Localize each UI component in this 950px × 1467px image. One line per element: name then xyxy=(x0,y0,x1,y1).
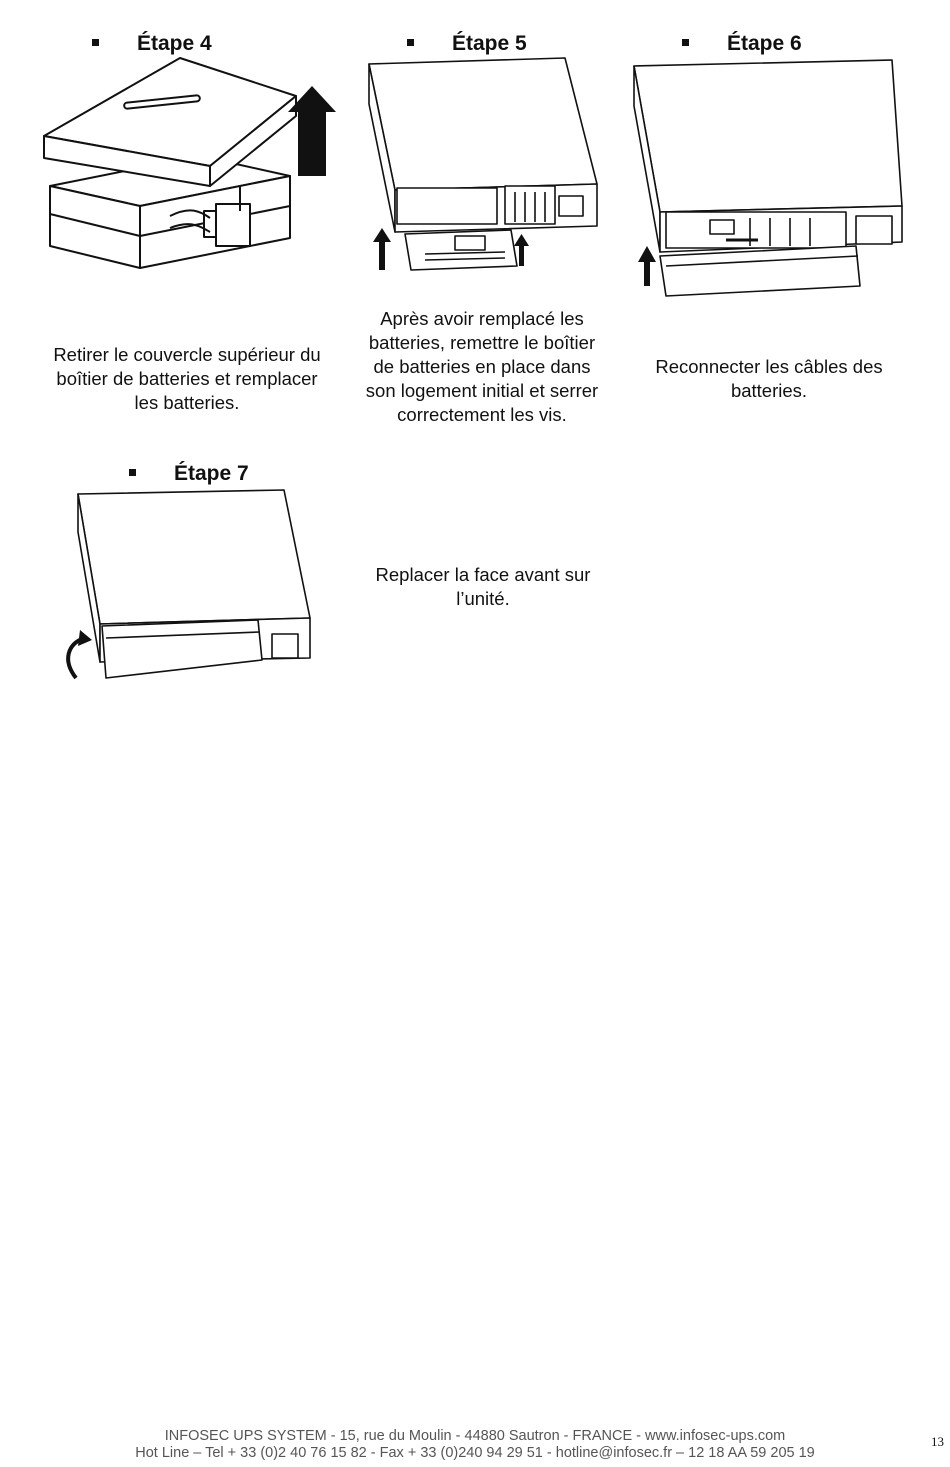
step-7-title: Étape 7 xyxy=(129,462,249,486)
step-6-title: Étape 6 xyxy=(682,32,802,56)
battery-drawer-insert-illustration xyxy=(365,56,605,276)
bullet-icon xyxy=(407,39,414,46)
bullet-icon xyxy=(682,39,689,46)
step-4-title: Étape 4 xyxy=(92,32,212,56)
bullet-icon xyxy=(129,469,136,476)
front-panel-replace-illustration xyxy=(58,488,316,688)
footer-address: INFOSEC UPS SYSTEM - 15, rue du Moulin - 44880 Sautron - FRANCE - www.infosec-ups.com xyxy=(164,1428,786,1444)
step-5-title: Étape 5 xyxy=(407,32,527,56)
battery-cable-reconnect-illustration xyxy=(630,56,910,301)
step-5-description: Après avoir remplacé les batteries, remettre le boîtier de batteries en place dans son logement initial et serrer correctement les vis. xyxy=(365,308,599,425)
step-6-description: Reconnecter les câbles des batteries. xyxy=(655,356,883,401)
step-7-description: Replacer la face avant sur l’unité. xyxy=(375,564,591,609)
battery-box-lid-removal-illustration xyxy=(40,56,340,276)
step-4-description: Retirer le couvercle supérieur du boîtier de batteries et remplacer les batteries. xyxy=(53,344,321,413)
bullet-icon xyxy=(92,39,99,46)
page-number: 13 xyxy=(931,1434,944,1449)
footer-hotline: Hot Line – Tel + 33 (0)2 40 76 15 82 - Fax + 33 (0)240 94 29 51 - hotline@infosec.fr – 12 18 AA 59 205 19 xyxy=(135,1445,815,1461)
